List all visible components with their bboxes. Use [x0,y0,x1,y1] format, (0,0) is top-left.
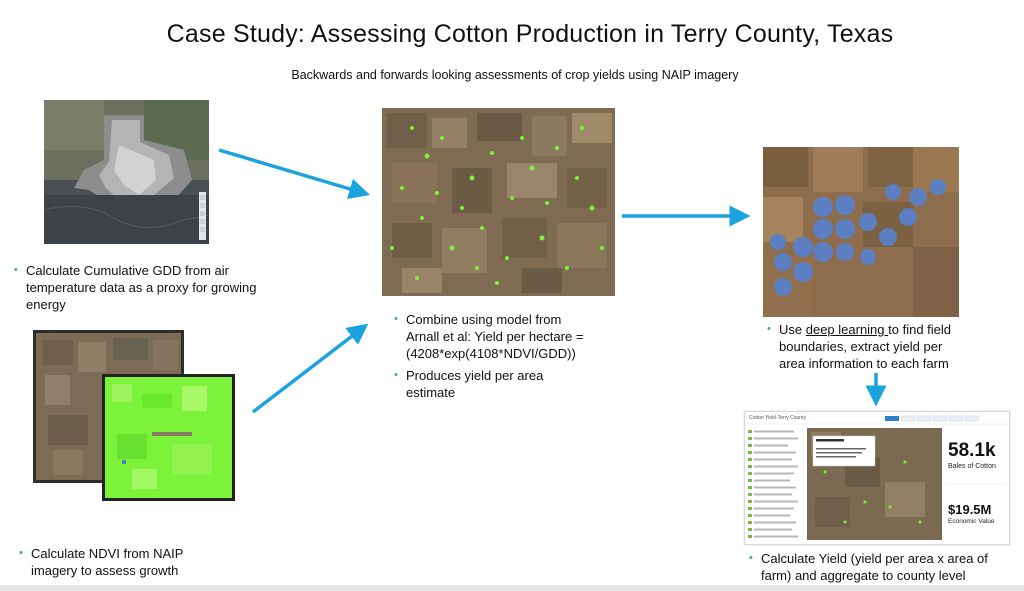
bullet-dot-icon: • [394,369,398,381]
dashboard-title: Cotton Yield-Terry County [749,415,806,421]
produces-step-line1: Produces yield per area [406,368,544,383]
ndvi-step-line1: Calculate NDVI from NAIP [31,546,184,561]
ndvi-image [102,374,235,501]
page-subtitle: Backwards and forwards looking assessments of crop yields using NAIP imagery [291,68,739,82]
deep-learning-link[interactable]: deep learning [805,322,889,337]
dl-step-line2: boundaries, extract yield per [779,339,943,354]
bullet-dot-icon: • [19,547,23,559]
dl-step-rest: to find field [888,322,952,337]
bullet-dot-icon: • [394,313,398,325]
dl-step-line3: area information to each farm [779,356,949,371]
combine-step-line3: (4208*exp(4108*NDVI/GDD)) [406,346,576,361]
ndvi-step-line2: imagery to assess growth [31,563,179,578]
arrow-gdd-to-combine [219,150,360,192]
combined-yield-image [382,108,615,296]
bales-label: Bales of Cotton [948,463,996,470]
ndvi-step-text [19,545,251,579]
gdd-step-text [14,262,286,313]
economic-value: $19.5M [948,502,992,517]
bullet-dot-icon: • [767,323,771,335]
produces-step-line2: estimate [406,385,456,400]
bullet-dot-icon: • [749,552,753,564]
produces-step-text [394,367,636,401]
arrow-ndvi-to-combine [253,330,360,412]
field-boundaries-image [763,147,959,317]
texas-gdd-map [44,100,209,244]
bales-value: 58.1k [948,440,996,461]
deep-learning-step-text [767,321,989,372]
yield-step-line1: Calculate Yield (yield per area x area of [761,551,988,566]
page-title: Case Study: Assessing Cotton Production in Terry County, Texas [166,20,894,48]
yield-step-text [749,550,1024,584]
dl-step-use: Use [779,322,806,337]
bullet-dot-icon: • [14,264,18,276]
yield-step-line2: farm) and aggregate to county level [761,568,966,583]
combine-step-line1: Combine using model from [406,312,562,327]
combine-step-line2: Arnall et al: Yield per hectare = [406,329,584,344]
economic-value-label: Economic Value [948,518,995,525]
slide-footer-bar [0,585,1024,591]
gdd-step-label: Calculate Cumulative GDD from air temperature data as a proxy for growing energy [26,263,257,312]
combine-step-text [394,311,636,362]
